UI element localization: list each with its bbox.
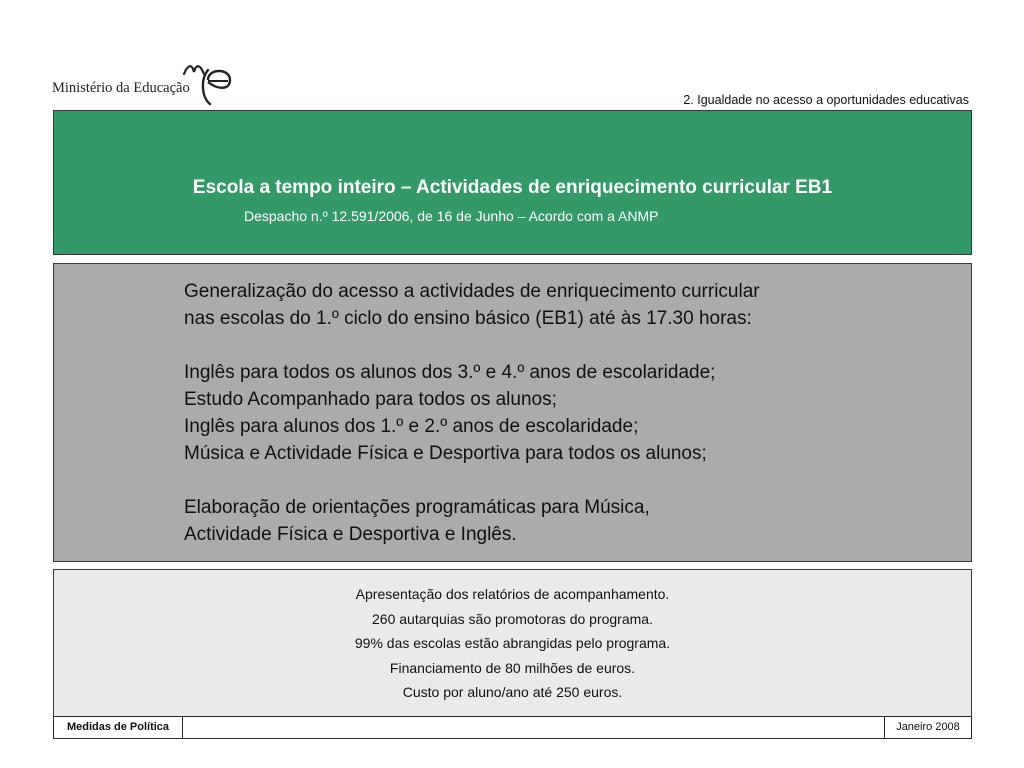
measures-intro-line: Generalização do acesso a actividades de enriquecimento curricular [184,281,760,302]
page-subtitle: Despacho n.º 12.591/2006, de 16 de Junho – Acordo com a ANMP [244,208,659,224]
result-item: Financiamento de 80 milhões de euros. [389,659,636,676]
measures-outro-line: Actividade Física e Desportiva e Inglês. [184,524,517,545]
measures-item: Inglês para todos os alunos dos 3.º e 4.º anos de escolaridade; [184,362,716,383]
measures-intro-line: nas escolas do 1.º ciclo do ensino básico (EB1) até às 17.30 horas: [184,308,752,329]
footer-bar [53,716,972,739]
results-panel [53,569,972,718]
measures-panel [53,263,972,562]
measures-outro-line: Elaboração de orientações programáticas para Música, [184,497,650,518]
section-tag: 2. Igualdade no acesso a oportunidades educativas [683,93,969,107]
results-list [54,582,971,705]
page-title: Escola a tempo inteiro – Actividades de enriquecimento curricular EB1 [192,177,833,198]
measures-text [184,278,760,548]
ministry-name: Ministério da Educação [52,80,190,96]
footer-date: Janeiro 2008 [884,717,971,738]
me-monogram-logo-icon [178,60,234,106]
result-item: 260 autarquias são promotoras do programa. [372,610,653,627]
ministry-logo [50,60,240,108]
result-item: 99% das escolas estão abrangidas pelo programa. [354,635,671,651]
title-band [53,110,972,255]
measures-item: Inglês para alunos dos 1.º e 2.º anos de escolaridade; [184,416,639,437]
result-item: Apresentação dos relatórios de acompanhamento. [355,586,670,602]
result-item: Custo por aluno/ano até 250 euros. [402,684,623,700]
measures-item: Estudo Acompanhado para todos os alunos; [184,389,557,410]
measures-item: Música e Actividade Física e Desportiva para todos os alunos; [184,443,707,464]
footer-category-label: Medidas de Política [54,717,183,738]
